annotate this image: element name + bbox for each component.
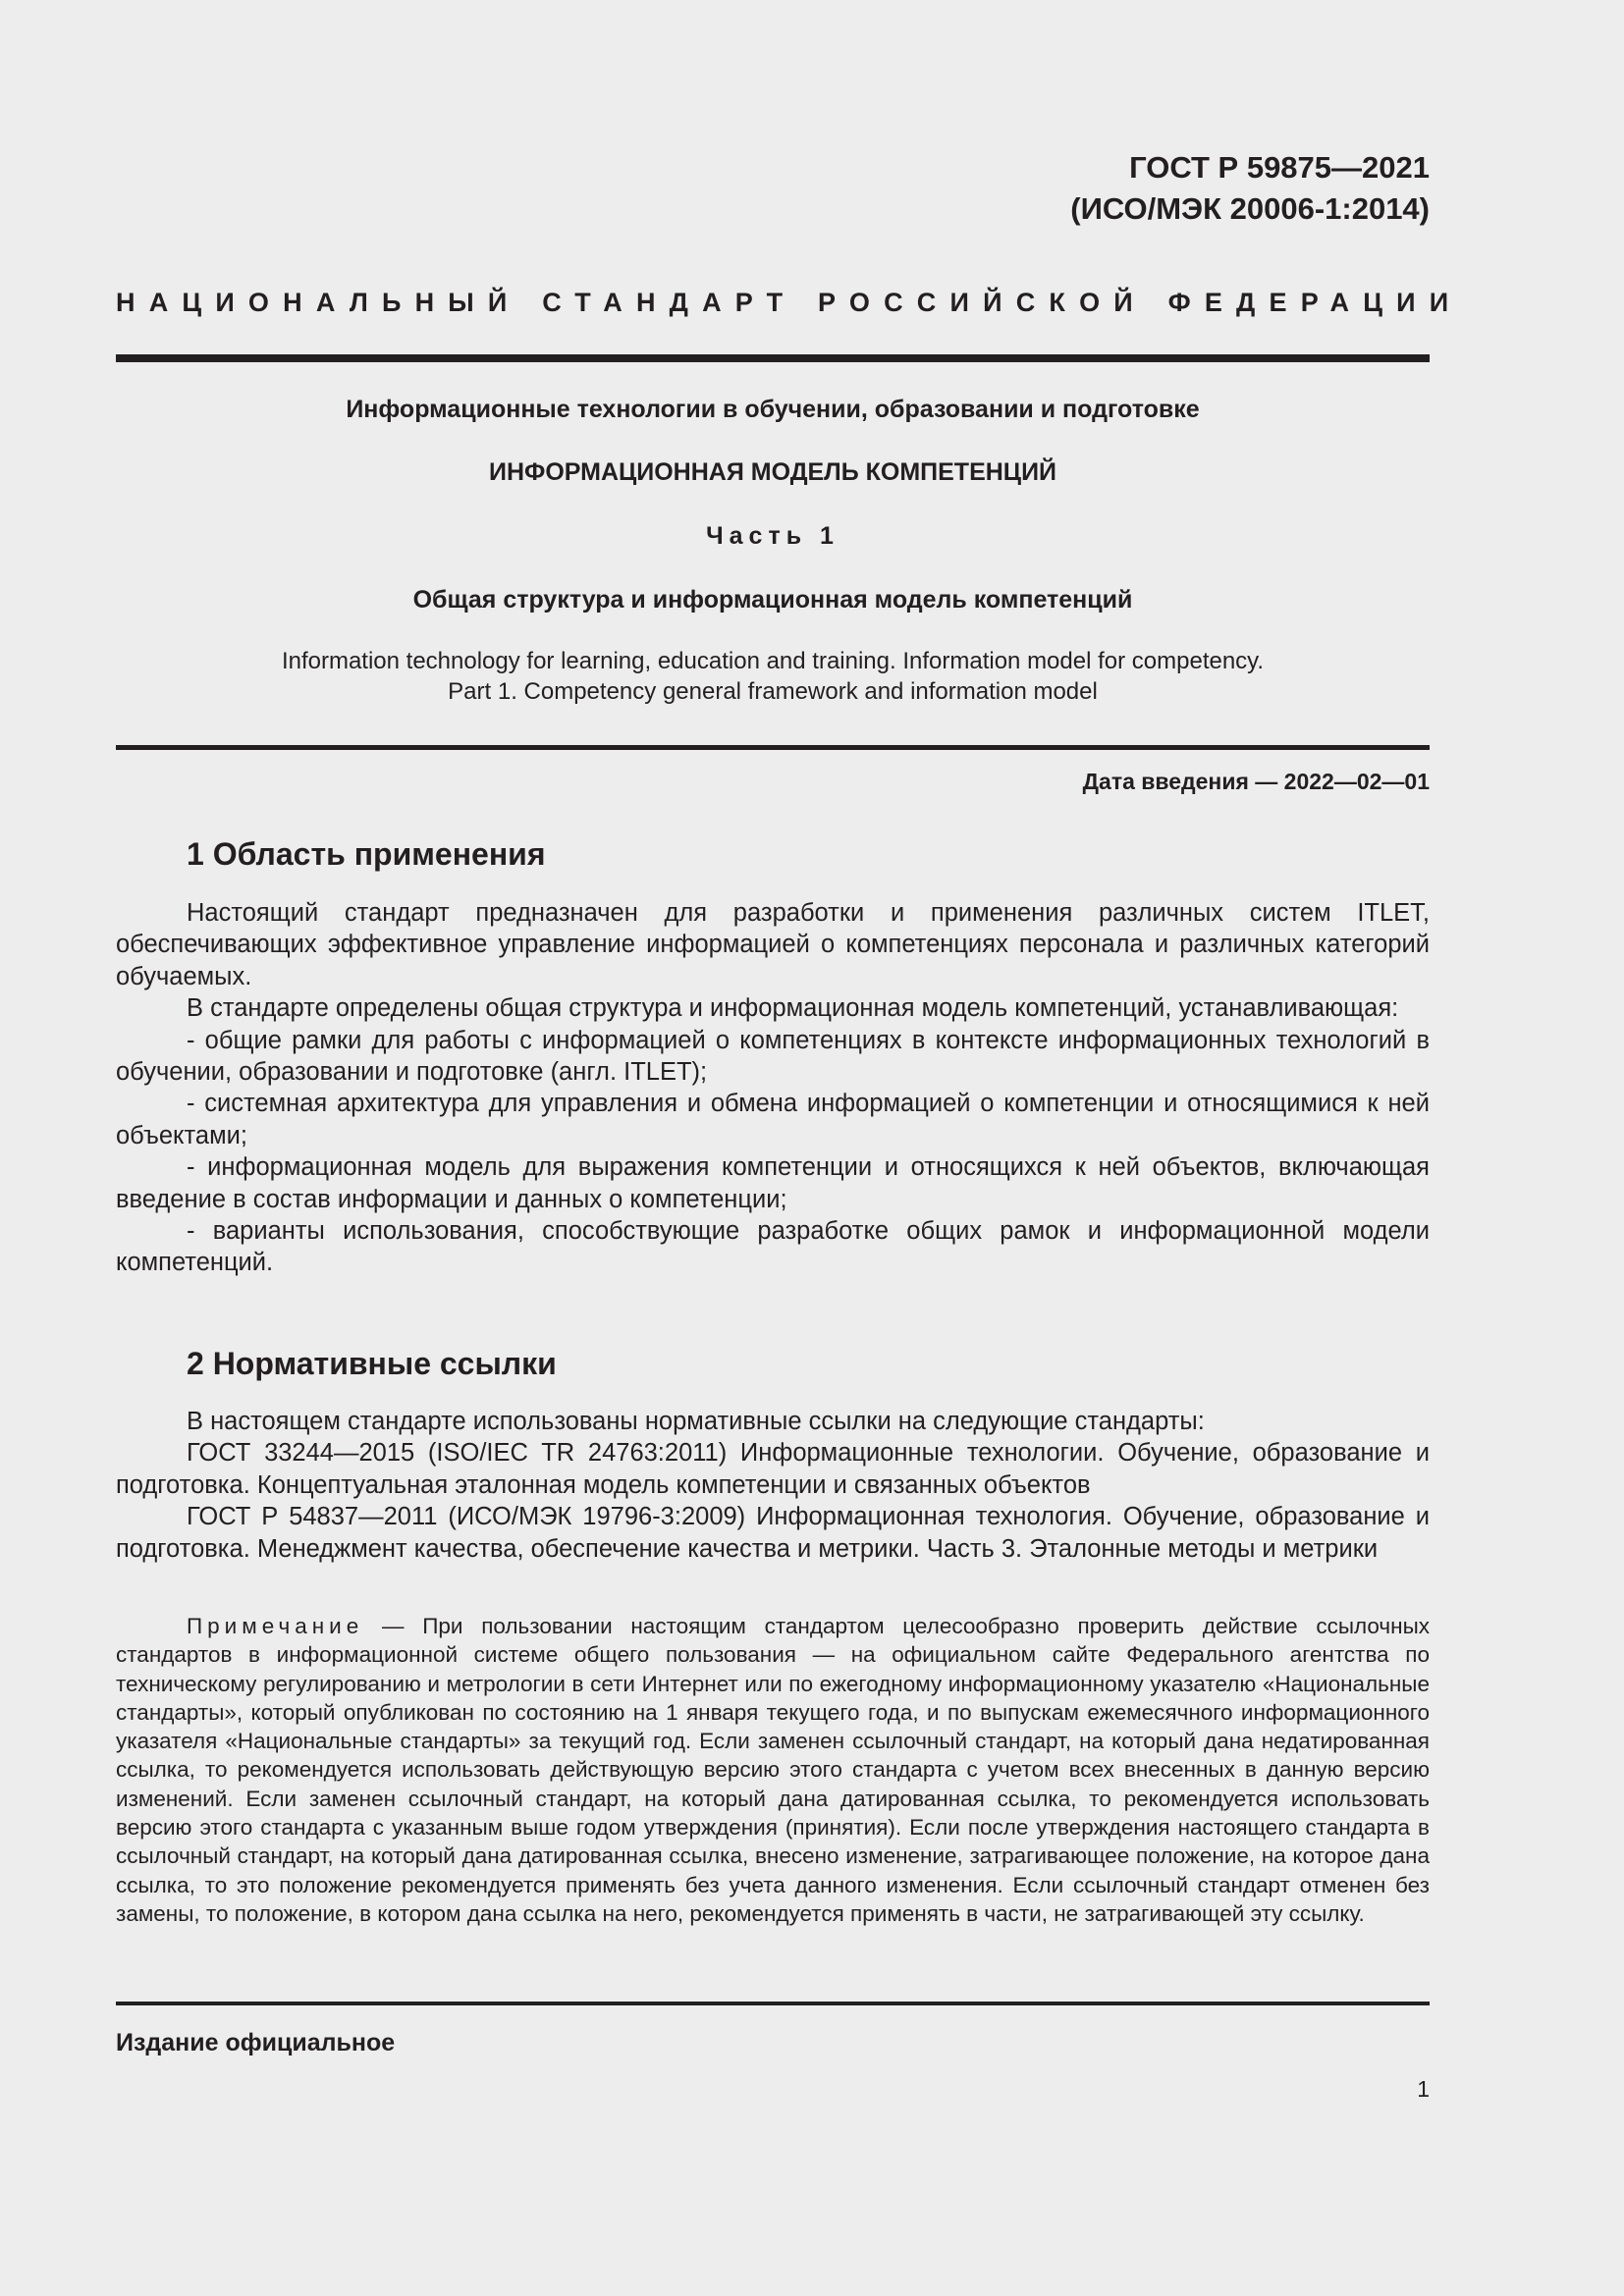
title-topic: Информационные технологии в обучении, образовании и подготовке <box>346 396 1200 423</box>
footer-divider <box>116 2002 1430 2005</box>
section-2-note <box>116 1612 1430 1928</box>
list-item: - общие рамки для работы с информацией о компетенциях в контексте информационных технологий в обучении, образовании и подготовке (англ. ITLET); <box>116 1026 1430 1087</box>
document-identifier <box>1070 147 1430 230</box>
list-item: - информационная модель для выражения компетенции и относящихся к ней объектов, включающая введение в состав информации и данных о компетенции; <box>116 1153 1430 1213</box>
list-item: - системная архитектура для управления и обмена информацией о компетенции и относящимися к ней объектами; <box>116 1090 1430 1149</box>
section-2-heading: 2 Нормативные ссылки <box>187 1346 557 1381</box>
note-label: Примечание <box>187 1614 364 1638</box>
official-edition-label: Издание официальное <box>116 2029 396 2056</box>
english-title-line-1: Information technology for learning, education and training. Information model for competency. <box>281 648 1265 674</box>
national-standard-banner: НАЦИОНАЛЬНЫЙ СТАНДАРТ РОССИЙСКОЙ ФЕДЕРАЦИИ <box>116 288 1463 317</box>
title-part: Часть 1 <box>706 522 839 550</box>
section-1-heading: 1 Область применения <box>187 836 546 872</box>
paragraph: В стандарте определены общая структура и информационная модель компетенций, устанавливающая: <box>187 994 1399 1023</box>
reference-item: ГОСТ Р 54837—2011 (ИСО/МЭК 19796-3:2009) Информационная технология. Обучение, образование и подготовка. Менеджмент качества, обеспечение качества и метрики. Часть 3. Эталонные методы и метрики <box>116 1503 1430 1563</box>
title-subtitle: Общая структура и информационная модель компетенций <box>412 586 1133 614</box>
paragraph: Настоящий стандарт предназначен для разработки и применения различных систем ITLET, обеспечивающих эффективное управление информацией о компетенциях персонала и различных категорий обучаемых. <box>116 899 1430 990</box>
document-page <box>116 0 1463 2296</box>
page-number: 1 <box>1417 2076 1430 2102</box>
list-item: - варианты использования, способствующие разработке общих рамок и информационной модели компетенций. <box>116 1217 1430 1277</box>
title-main: ИНФОРМАЦИОННАЯ МОДЕЛЬ КОМПЕТЕНЦИЙ <box>488 458 1057 486</box>
introduction-date: Дата введения — 2022—02—01 <box>1082 769 1430 794</box>
section-1-body <box>116 897 1430 1279</box>
note-paragraph <box>116 1612 1430 1928</box>
reference-item: ГОСТ 33244—2015 (ISO/IEC TR 24763:2011) Информационные технологии. Обучение, образование и подготовка. Концептуальная эталонная модель компетенции и связанных объектов <box>116 1439 1430 1499</box>
english-title-line-2: Part 1. Competency general framework and information model <box>448 678 1098 705</box>
paragraph: В настоящем стандарте использованы нормативные ссылки на следующие стандарты: <box>187 1408 1205 1435</box>
title-divider <box>116 745 1430 750</box>
header-divider <box>116 354 1430 362</box>
iso-reference: (ИСО/МЭК 20006-1:2014) <box>1070 191 1430 226</box>
note-body: — При пользовании настоящим стандартом целесообразно проверить действие ссылочных стандартов в информационной системе общего пользования — на официальном сайте Федерального агентства по техническому регулированию и метрологии в сети Интернет или по ежегодному информационному указателю «Национальные стандарты», который опубликован по состоянию на 1 января текущего года, и по выпускам ежемесячного информационного указателя «Национальные стандарты» за текущий год. Если заменен ссылочный стандарт, на который дана недатированная ссылка, то рекомендуется использовать действующую версию этого стандарта с учетом всех внесенных в данную версию изменений. Если заменен ссылочный стандарт, на который дана датированная ссылка, то рекомендуется использовать версию этого стандарта с указанным выше годом утверждения (принятия). Если после утверждения настоящего стандарта в ссылочный стандарт, на который дана датированная ссылка, внесено изменение, затрагивающее положение, на которое дана ссылка, то это положение рекомендуется применять без учета данного изменения. Если ссылочный стандарт отменен без замены, то положение, в котором дана ссылка на него, рекомендуется применять в части, не затрагивающей эту ссылку. <box>116 1614 1430 1926</box>
section-2-body <box>116 1406 1430 1565</box>
standard-number: ГОСТ Р 59875—2021 <box>1129 150 1430 185</box>
